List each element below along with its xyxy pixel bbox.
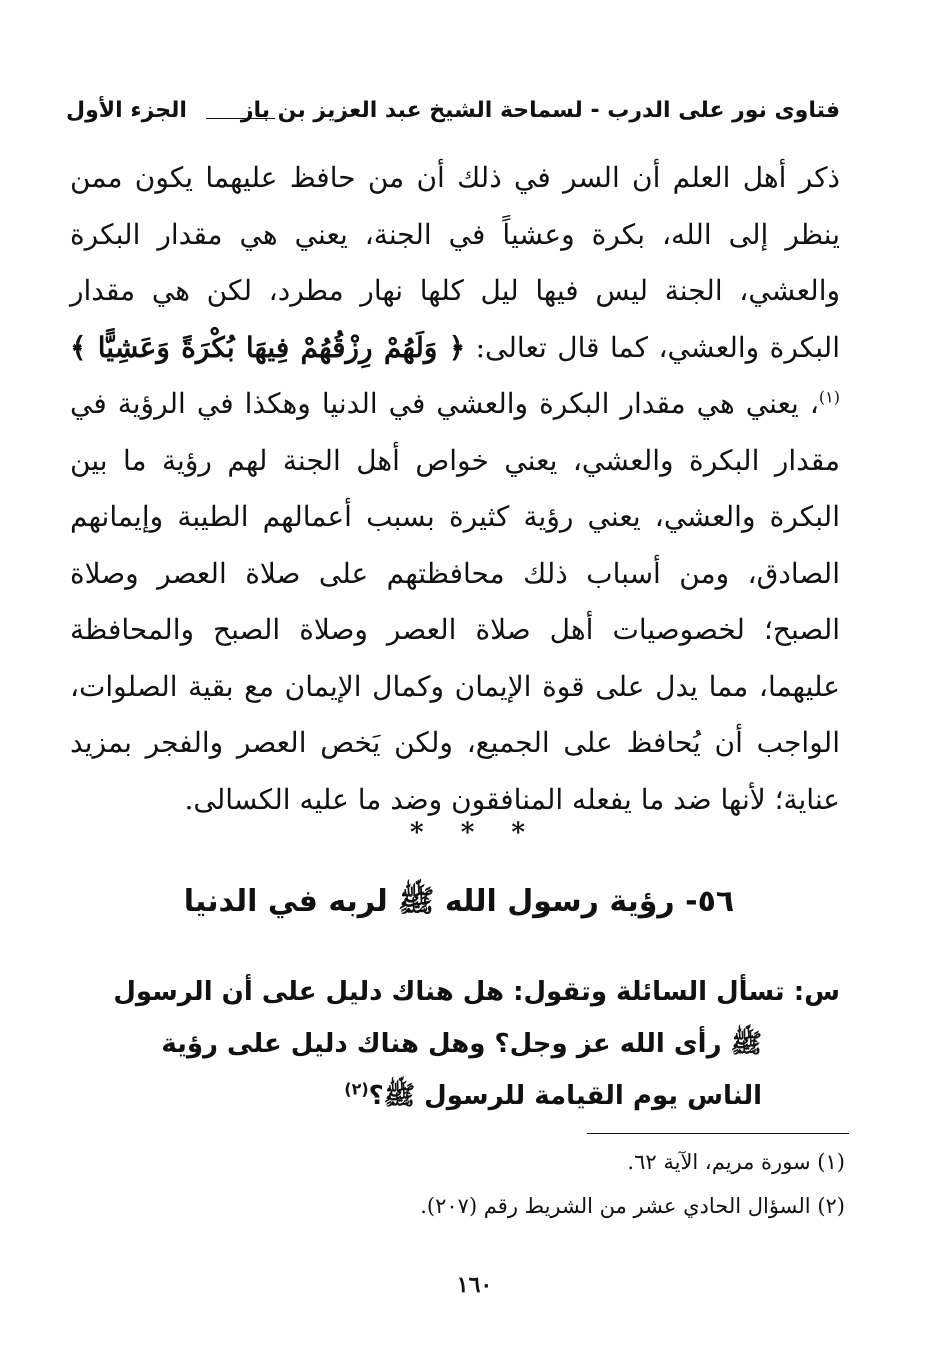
header-title: فتاوى نور على الدرب - لسماحة الشيخ عبد العزيز بن باز [240,98,840,123]
running-header [66,92,840,132]
section-heading: ٥٦- رؤية رسول الله ﷺ لربه في الدنيا [183,884,735,919]
page-number: ١٦٠ [456,1272,493,1298]
body-text [70,150,840,828]
header-rule [206,118,275,119]
question-paragraph [100,966,840,1122]
body-text-after: ، يعني هي مقدار البكرة والعشي في الدنيا وهكذا في الرؤية في مقدار البكرة والعشي، يعني خواص أهل الجنة لهم رؤية ما بين البكرة والعشي، يعني رؤية كثيرة بسبب أعمالهم الطيبة وإيمانهم الصادق، ومن أسباب ذلك محافظتهم على صلاة العصر وصلاة الصبح؛ لخصوصيات أهل صلاة العصر وصلاة الصبح والمحافظة عليهما، مما يدل على قوة الإيمان وكمال الإيمان مع بقية الصلوات، الواجب أن يُحافظ على الجميع، ولكن يَخص العصر والفجر بمزيد عناية؛ لأنها ضد ما يفعله المنافقون وضد ما عليه الكسالى. [70,387,840,816]
footnotes [100,1140,845,1228]
section-separator: * * * [410,818,539,848]
footnote-2: (٢) السؤال الحادي عشر من الشريط رقم (٢٠٧). [420,1194,845,1218]
footnote-ref-1: (١) [818,387,840,407]
footnote-ref-2: (٢) [344,1079,369,1099]
footnote-rule [587,1133,849,1134]
body-paragraph [70,150,840,828]
question-text: س: تسأل السائلة وتقول: هل هناك دليل على أن الرسول ﷺ رأى الله عز وجل؟ وهل هناك دليل على رؤية الناس يوم القيامة للرسول ﷺ؟ [113,977,840,1111]
question-block [100,966,840,1122]
quran-verse: ﴿ وَلَهُمْ رِزْقُهُمْ فِيهَا بُكْرَةً وَعَشِيًّا ﴾ [70,330,466,364]
footnote-1: (١) سورة مريم، الآية ٦٢. [627,1150,845,1174]
body-text-before: ذكر أهل العلم أن السر في ذلك أن من حافظ عليهما يكون ممن ينظر إلى الله، بكرة وعشياً في الجنة، يعني هي مقدار البكرة والعشي، الجنة ليس فيها ليل كلها نهار مطرد، لكن هي مقدار البكرة والعشي، كما قال تعالى: [70,161,840,364]
header-volume: الجزء الأول [66,98,187,123]
